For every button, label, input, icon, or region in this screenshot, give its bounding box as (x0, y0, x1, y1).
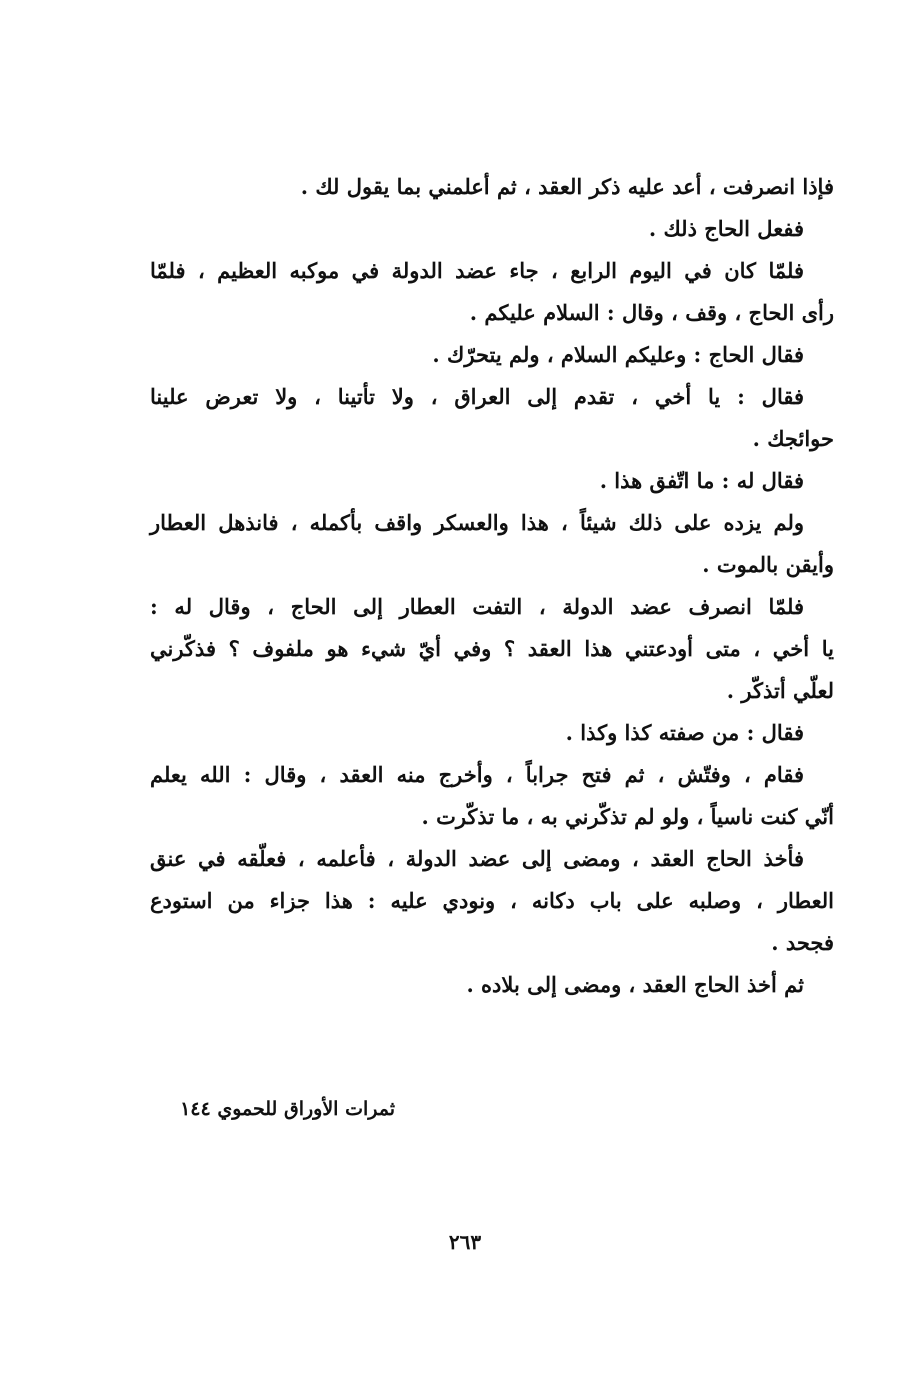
body-line: فقال : من صفته كذا وكذا . (565, 720, 804, 745)
body-line: أنّي كنت ناسياً ، ولو لم تذكّرني به ، ما تذكّرت . (421, 804, 834, 829)
page-number: ٢٦٣ (448, 1230, 482, 1254)
body-line: فقال له : ما اتّفق هذا . (599, 468, 804, 493)
body-line: فقال الحاج : وعليكم السلام ، ولم يتحرّك . (432, 342, 804, 367)
body-line: فقام ، وفتّش ، ثم فتح جراباً ، وأخرج منه العقد ، وقال : الله يعلم (150, 762, 804, 787)
body-line: وأيقن بالموت . (702, 552, 834, 577)
body-line: ولم يزده على ذلك شيئاً ، هذا والعسكر واقف بأكمله ، فانذهل العطار (150, 510, 804, 535)
body-line: فإذا انصرفت ، أعد عليه ذكر العقد ، ثم أعلمني بما يقول لك . (300, 174, 834, 199)
body-line: حوائجك . (752, 426, 834, 451)
body-line: فلمّا كان في اليوم الرابع ، جاء عضد الدولة في موكبه العظيم ، فلمّا (150, 258, 804, 283)
body-line: فأخذ الحاج العقد ، ومضى إلى عضد الدولة ، فأعلمه ، فعلّقه في عنق (150, 846, 804, 871)
body-line: يا أخي ، متى أودعتني هذا العقد ؟ وفي أيّ شيء هو ملفوف ؟ فذكّرني (150, 636, 834, 661)
body-line: العطار ، وصلبه على باب دكانه ، ونودي عليه : هذا جزاء من استودع (150, 888, 834, 913)
body-line: رأى الحاج ، وقف ، وقال : السلام عليكم . (469, 300, 834, 325)
page-body-text (150, 166, 834, 1006)
body-line: فلمّا انصرف عضد الدولة ، التفت العطار إلى الحاج ، وقال له : (150, 594, 804, 619)
body-line: فقال : يا أخي ، تقدم إلى العراق ، ولا تأتينا ، ولا تعرض علينا (150, 384, 804, 409)
body-line: ففعل الحاج ذلك . (648, 216, 804, 241)
footnote: ثمرات الأوراق للحموي ١٤٤ (180, 1098, 395, 1120)
body-line: لعلّي أتذكّر . (726, 678, 834, 703)
body-line: ثم أخذ الحاج العقد ، ومضى إلى بلاده . (466, 972, 804, 997)
body-line: فجحد . (771, 930, 834, 955)
